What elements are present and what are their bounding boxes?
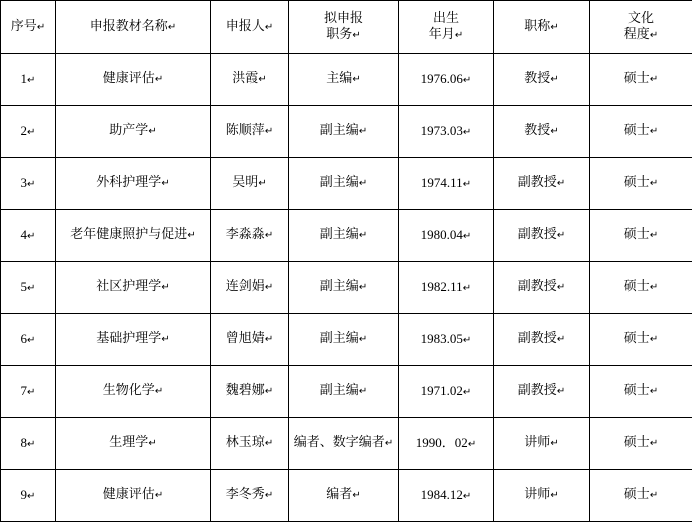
paragraph-mark-icon: ↵ <box>650 490 658 501</box>
cell-applied-role <box>289 210 399 262</box>
cell-applicant-value: 陈顺萍 <box>226 123 265 138</box>
cell-index <box>1 314 56 366</box>
cell-birth-date <box>399 470 494 522</box>
cell-index-value: 9 <box>21 487 28 502</box>
paragraph-mark-icon: ↵ <box>27 387 35 398</box>
cell-applied-role-value: 副主编 <box>320 383 359 398</box>
column-header-birth-date <box>399 1 494 54</box>
cell-applied-role-value: 编者、数字编者 <box>294 435 385 450</box>
column-header-education-line2: 程度 <box>624 27 650 42</box>
paragraph-mark-icon: ↵ <box>463 179 471 190</box>
cell-birth-date-value: 1974.11 <box>421 175 463 190</box>
cell-textbook-name <box>56 314 211 366</box>
paragraph-mark-icon: ↵ <box>352 30 360 41</box>
cell-textbook-name-value: 生理学 <box>109 435 148 450</box>
paragraph-mark-icon: ↵ <box>650 126 658 137</box>
cell-title <box>494 262 590 314</box>
paragraph-mark-icon: ↵ <box>557 334 565 345</box>
cell-applicant-value: 曾旭婧 <box>226 331 265 346</box>
cell-title-value: 副教授 <box>518 279 557 294</box>
cell-education <box>590 366 692 418</box>
cell-applicant <box>211 106 289 158</box>
cell-applicant <box>211 210 289 262</box>
cell-birth-date-value: 1983.05 <box>421 331 463 346</box>
table-header <box>1 1 692 54</box>
cell-birth-date <box>399 158 494 210</box>
paragraph-mark-icon: ↵ <box>650 282 658 293</box>
cell-index <box>1 366 56 418</box>
cell-applicant <box>211 54 289 106</box>
cell-applicant <box>211 314 289 366</box>
paragraph-mark-icon: ↵ <box>258 178 266 189</box>
cell-applied-role <box>289 262 399 314</box>
paragraph-mark-icon: ↵ <box>265 334 273 345</box>
cell-textbook-name <box>56 418 211 470</box>
cell-applicant <box>211 366 289 418</box>
paragraph-mark-icon: ↵ <box>650 386 658 397</box>
table-row <box>1 470 692 522</box>
paragraph-mark-icon: ↵ <box>265 282 273 293</box>
cell-title-value: 讲师 <box>524 487 550 502</box>
cell-birth-date-value: 1971.02 <box>421 383 463 398</box>
paragraph-mark-icon: ↵ <box>27 335 35 346</box>
cell-title-value: 教授 <box>524 71 550 86</box>
paragraph-mark-icon: ↵ <box>161 334 169 345</box>
paragraph-mark-icon: ↵ <box>359 230 367 241</box>
cell-birth-date-value: 1976.06 <box>421 71 463 86</box>
cell-education <box>590 418 692 470</box>
cell-textbook-name-value: 健康评估 <box>103 71 155 86</box>
cell-education-value: 硕士 <box>624 331 650 346</box>
paragraph-mark-icon: ↵ <box>155 490 163 501</box>
cell-education-value: 硕士 <box>624 383 650 398</box>
paragraph-mark-icon: ↵ <box>650 74 658 85</box>
cell-textbook-name <box>56 262 211 314</box>
paragraph-mark-icon: ↵ <box>265 490 273 501</box>
paragraph-mark-icon: ↵ <box>650 30 658 41</box>
cell-applicant-value: 林玉琼 <box>226 435 265 450</box>
cell-birth-date <box>399 210 494 262</box>
cell-education <box>590 158 692 210</box>
cell-textbook-name <box>56 470 211 522</box>
cell-textbook-name-value: 生物化学 <box>103 383 155 398</box>
table-row <box>1 106 692 158</box>
cell-applied-role <box>289 106 399 158</box>
cell-title-value: 副教授 <box>518 383 557 398</box>
paragraph-mark-icon: ↵ <box>27 179 35 190</box>
paragraph-mark-icon: ↵ <box>187 230 195 241</box>
cell-title <box>494 314 590 366</box>
cell-textbook-name <box>56 54 211 106</box>
paragraph-mark-icon: ↵ <box>27 231 35 242</box>
cell-title <box>494 366 590 418</box>
paragraph-mark-icon: ↵ <box>557 230 565 241</box>
table-row <box>1 54 692 106</box>
paragraph-mark-icon: ↵ <box>27 283 35 294</box>
paragraph-mark-icon: ↵ <box>27 439 35 450</box>
column-header-applied-role <box>289 1 399 54</box>
table-row <box>1 314 692 366</box>
paragraph-mark-icon: ↵ <box>352 490 360 501</box>
cell-textbook-name-value: 助产学 <box>109 123 148 138</box>
paragraph-mark-icon: ↵ <box>557 178 565 189</box>
paragraph-mark-icon: ↵ <box>27 75 35 86</box>
column-header-birth-date-line2: 年月 <box>429 27 455 42</box>
cell-index-value: 2 <box>21 123 28 138</box>
cell-applied-role-value: 主编 <box>326 71 352 86</box>
paragraph-mark-icon: ↵ <box>27 127 35 138</box>
cell-index-value: 8 <box>21 435 28 450</box>
cell-title <box>494 54 590 106</box>
paragraph-mark-icon: ↵ <box>265 22 273 33</box>
cell-title <box>494 418 590 470</box>
paragraph-mark-icon: ↵ <box>385 438 393 449</box>
cell-applicant-value: 连剑娟 <box>226 279 265 294</box>
cell-birth-date <box>399 314 494 366</box>
cell-birth-date <box>399 262 494 314</box>
paragraph-mark-icon: ↵ <box>161 282 169 293</box>
cell-textbook-name <box>56 210 211 262</box>
column-header-title <box>494 1 590 54</box>
cell-index <box>1 470 56 522</box>
cell-applicant-value: 李淼淼 <box>226 227 265 242</box>
cell-title <box>494 106 590 158</box>
cell-education-value: 硕士 <box>624 71 650 86</box>
column-header-applied-role-line2: 职务 <box>326 27 352 42</box>
cell-applicant-value: 吴明 <box>232 175 258 190</box>
paragraph-mark-icon: ↵ <box>557 386 565 397</box>
paragraph-mark-icon: ↵ <box>265 230 273 241</box>
paragraph-mark-icon: ↵ <box>155 386 163 397</box>
cell-education <box>590 106 692 158</box>
cell-applicant <box>211 470 289 522</box>
column-header-applicant-label: 申报人 <box>226 19 265 35</box>
column-header-education-line1: 文化 <box>591 11 691 27</box>
paragraph-mark-icon: ↵ <box>37 22 45 33</box>
paragraph-mark-icon: ↵ <box>468 439 476 450</box>
column-header-index <box>1 1 56 54</box>
paragraph-mark-icon: ↵ <box>265 126 273 137</box>
cell-applicant-value: 李冬秀 <box>226 487 265 502</box>
cell-title <box>494 470 590 522</box>
cell-applied-role <box>289 366 399 418</box>
cell-textbook-name-value: 外科护理学 <box>96 175 161 190</box>
paragraph-mark-icon: ↵ <box>650 334 658 345</box>
cell-title-value: 副教授 <box>518 331 557 346</box>
table-row <box>1 262 692 314</box>
paragraph-mark-icon: ↵ <box>265 438 273 449</box>
paragraph-mark-icon: ↵ <box>463 491 471 502</box>
cell-title-value: 教授 <box>524 123 550 138</box>
cell-birth-date <box>399 366 494 418</box>
cell-applied-role <box>289 158 399 210</box>
cell-applicant <box>211 158 289 210</box>
cell-index <box>1 106 56 158</box>
paragraph-mark-icon: ↵ <box>550 126 558 137</box>
paragraph-mark-icon: ↵ <box>650 230 658 241</box>
paragraph-mark-icon: ↵ <box>650 178 658 189</box>
table-body <box>1 54 692 522</box>
cell-education-value: 硕士 <box>624 123 650 138</box>
column-header-education <box>590 1 692 54</box>
table-row <box>1 210 692 262</box>
cell-applicant-value: 魏碧娜 <box>226 383 265 398</box>
cell-applied-role <box>289 418 399 470</box>
cell-education-value: 硕士 <box>624 435 650 450</box>
column-header-birth-date-line1: 出生 <box>400 11 492 27</box>
cell-applied-role-value: 副主编 <box>320 227 359 242</box>
column-header-applied-role-line1: 拟申报 <box>290 11 397 27</box>
paragraph-mark-icon: ↵ <box>463 387 471 398</box>
paragraph-mark-icon: ↵ <box>463 335 471 346</box>
table-header-row <box>1 1 692 54</box>
cell-textbook-name-value: 健康评估 <box>103 487 155 502</box>
cell-birth-date-value: 1980.04 <box>421 227 463 242</box>
cell-education <box>590 210 692 262</box>
paragraph-mark-icon: ↵ <box>359 282 367 293</box>
cell-title <box>494 158 590 210</box>
cell-title-value: 讲师 <box>524 435 550 450</box>
cell-education <box>590 314 692 366</box>
column-header-index-label: 序号 <box>11 19 37 35</box>
table-row <box>1 158 692 210</box>
paragraph-mark-icon: ↵ <box>148 438 156 449</box>
cell-textbook-name <box>56 366 211 418</box>
cell-birth-date-value: 1982.11 <box>421 279 463 294</box>
cell-title-value: 副教授 <box>518 175 557 190</box>
paragraph-mark-icon: ↵ <box>27 491 35 502</box>
cell-education <box>590 262 692 314</box>
cell-title <box>494 210 590 262</box>
cell-birth-date <box>399 418 494 470</box>
cell-textbook-name <box>56 106 211 158</box>
cell-textbook-name-value: 社区护理学 <box>96 279 161 294</box>
cell-applied-role-value: 副主编 <box>320 331 359 346</box>
cell-index <box>1 262 56 314</box>
cell-birth-date-value: 1984.12 <box>421 487 463 502</box>
column-header-textbook-name-label: 申报教材名称 <box>90 19 168 35</box>
cell-birth-date <box>399 106 494 158</box>
paragraph-mark-icon: ↵ <box>265 386 273 397</box>
cell-index <box>1 210 56 262</box>
cell-textbook-name-value: 基础护理学 <box>96 331 161 346</box>
paragraph-mark-icon: ↵ <box>359 386 367 397</box>
paragraph-mark-icon: ↵ <box>359 334 367 345</box>
cell-index-value: 6 <box>21 331 28 346</box>
paragraph-mark-icon: ↵ <box>550 74 558 85</box>
cell-birth-date-value: 1990．02 <box>416 435 468 450</box>
cell-education-value: 硕士 <box>624 487 650 502</box>
cell-applied-role <box>289 470 399 522</box>
paragraph-mark-icon: ↵ <box>161 178 169 189</box>
paragraph-mark-icon: ↵ <box>463 127 471 138</box>
cell-applied-role <box>289 54 399 106</box>
paragraph-mark-icon: ↵ <box>352 74 360 85</box>
column-header-applicant <box>211 1 289 54</box>
paragraph-mark-icon: ↵ <box>463 75 471 86</box>
paragraph-mark-icon: ↵ <box>155 74 163 85</box>
paragraph-mark-icon: ↵ <box>557 282 565 293</box>
cell-index-value: 7 <box>21 383 28 398</box>
cell-index <box>1 158 56 210</box>
cell-birth-date <box>399 54 494 106</box>
cell-textbook-name <box>56 158 211 210</box>
paragraph-mark-icon: ↵ <box>550 22 558 33</box>
cell-index <box>1 418 56 470</box>
table-row <box>1 366 692 418</box>
cell-applied-role <box>289 314 399 366</box>
cell-index-value: 3 <box>21 175 28 190</box>
cell-applied-role-value: 副主编 <box>320 279 359 294</box>
paragraph-mark-icon: ↵ <box>148 126 156 137</box>
cell-education-value: 硕士 <box>624 279 650 294</box>
paragraph-mark-icon: ↵ <box>650 438 658 449</box>
cell-applicant <box>211 262 289 314</box>
paragraph-mark-icon: ↵ <box>463 231 471 242</box>
paragraph-mark-icon: ↵ <box>168 22 176 33</box>
cell-index-value: 4 <box>21 227 28 242</box>
cell-education <box>590 470 692 522</box>
cell-applied-role-value: 编者 <box>326 487 352 502</box>
paragraph-mark-icon: ↵ <box>550 490 558 501</box>
cell-applicant <box>211 418 289 470</box>
table-row <box>1 418 692 470</box>
cell-applied-role-value: 副主编 <box>320 123 359 138</box>
column-header-textbook-name <box>56 1 211 54</box>
column-header-title-label: 职称 <box>524 19 550 35</box>
paragraph-mark-icon: ↵ <box>455 30 463 41</box>
cell-textbook-name-value: 老年健康照护与促进 <box>70 227 187 242</box>
cell-education <box>590 54 692 106</box>
cell-education-value: 硕士 <box>624 227 650 242</box>
cell-birth-date-value: 1973.03 <box>421 123 463 138</box>
paragraph-mark-icon: ↵ <box>463 283 471 294</box>
paragraph-mark-icon: ↵ <box>550 438 558 449</box>
cell-applied-role-value: 副主编 <box>320 175 359 190</box>
paragraph-mark-icon: ↵ <box>359 126 367 137</box>
cell-index <box>1 54 56 106</box>
cell-education-value: 硕士 <box>624 175 650 190</box>
cell-index-value: 5 <box>21 279 28 294</box>
paragraph-mark-icon: ↵ <box>359 178 367 189</box>
cell-index-value: 1 <box>21 71 28 86</box>
cell-applicant-value: 洪霞 <box>232 71 258 86</box>
cell-title-value: 副教授 <box>518 227 557 242</box>
paragraph-mark-icon: ↵ <box>258 74 266 85</box>
